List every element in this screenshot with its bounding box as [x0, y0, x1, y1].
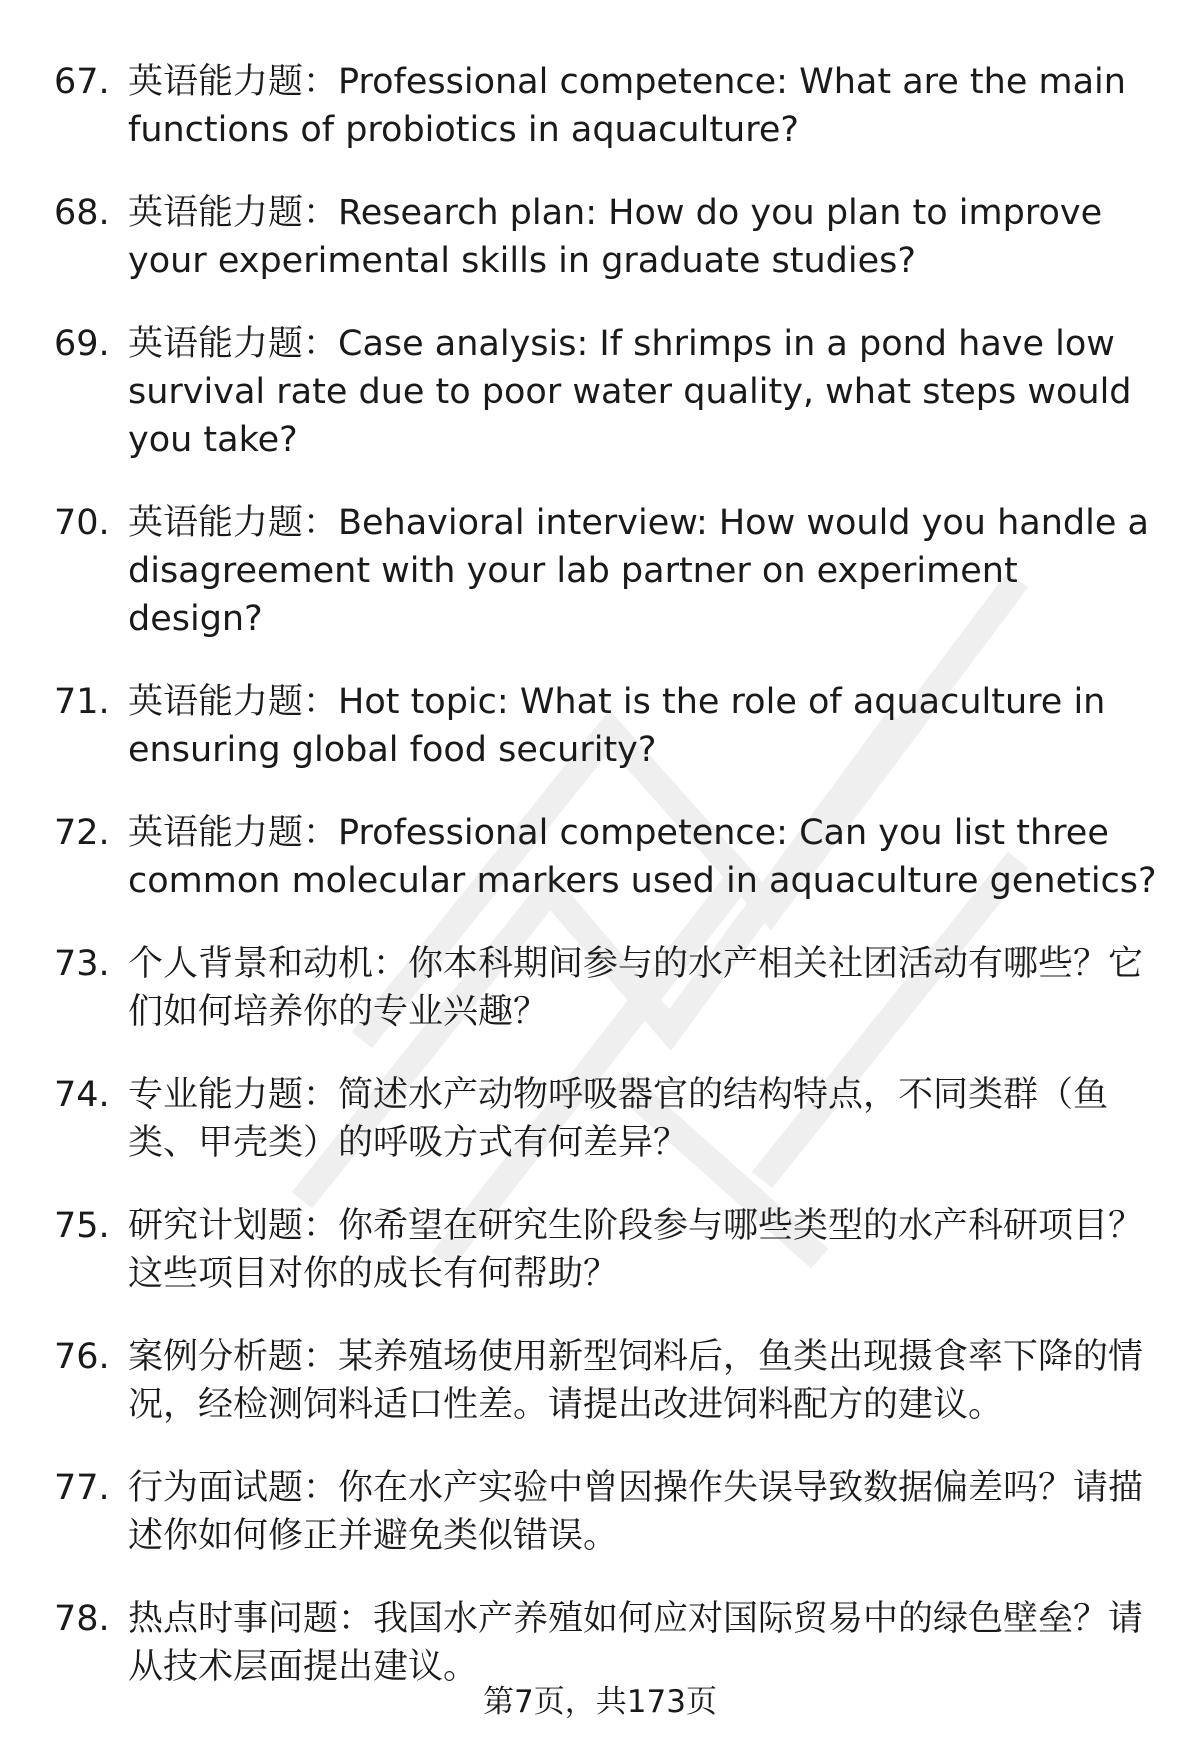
question-item: [0, 189, 1200, 285]
question-number: 72.: [54, 813, 110, 853]
question-number: 75.: [54, 1206, 110, 1246]
question-text: 案例分析题：某养殖场使用新型饲料后，鱼类出现摄食率下降的情况，经检测饲料适口性差。请提出改进饲料配方的建议。: [128, 1337, 1144, 1425]
question-number: 69.: [54, 324, 110, 364]
question-item: [0, 1333, 1200, 1429]
question-text: 研究计划题：你希望在研究生阶段参与哪些类型的水产科研项目？这些项目对你的成长有何帮助？: [128, 1206, 1144, 1294]
question-number: 78.: [54, 1599, 110, 1639]
question-text: 行为面试题：你在水产实验中曾因操作失误导致数据偏差吗？请描述你如何修正并避免类似错误。: [128, 1468, 1144, 1556]
question-item: [0, 940, 1200, 1036]
question-text: 英语能力题：Research plan: How do you plan to improve your experimental skills in graduate studies?: [128, 193, 1103, 281]
question-text: 英语能力题：Behavioral interview: How would you handle a disagreement with your lab partner on experiment design?: [128, 503, 1149, 639]
question-number: 73.: [54, 944, 110, 984]
question-text: 英语能力题：Professional competence: What are the main functions of probiotics in aquaculture?: [128, 62, 1126, 150]
question-list: [0, 58, 1200, 1726]
question-text: 英语能力题：Hot topic: What is the role of aquaculture in ensuring global food security?: [128, 682, 1106, 770]
question-item: [0, 58, 1200, 154]
question-item: [0, 320, 1200, 464]
question-item: [0, 499, 1200, 643]
question-number: 71.: [54, 682, 110, 722]
question-number: 67.: [54, 62, 110, 102]
question-item: [0, 1464, 1200, 1560]
question-number: 76.: [54, 1337, 110, 1377]
question-item: [0, 1202, 1200, 1298]
question-item: [0, 678, 1200, 774]
question-number: 68.: [54, 193, 110, 233]
question-text: 英语能力题：Professional competence: Can you list three common molecular markers used in aquaculture genetics?: [128, 813, 1157, 901]
question-item: [0, 809, 1200, 905]
question-number: 74.: [54, 1075, 110, 1115]
question-text: 热点时事问题：我国水产养殖如何应对国际贸易中的绿色壁垒？请从技术层面提出建议。: [128, 1599, 1144, 1687]
page-footer: 第7页，共173页: [483, 1684, 717, 1720]
question-text: 英语能力题：Case analysis: If shrimps in a pond have low survival rate due to poor water quality, what steps would you take?: [128, 324, 1132, 460]
question-item: [0, 1071, 1200, 1167]
question-text: 专业能力题：简述水产动物呼吸器官的结构特点，不同类群（鱼类、甲壳类）的呼吸方式有何差异？: [128, 1075, 1109, 1163]
question-number: 70.: [54, 503, 110, 543]
question-text: 个人背景和动机：你本科期间参与的水产相关社团活动有哪些？它们如何培养你的专业兴趣？: [128, 944, 1144, 1032]
question-item: [0, 1595, 1200, 1691]
question-number: 77.: [54, 1468, 110, 1508]
